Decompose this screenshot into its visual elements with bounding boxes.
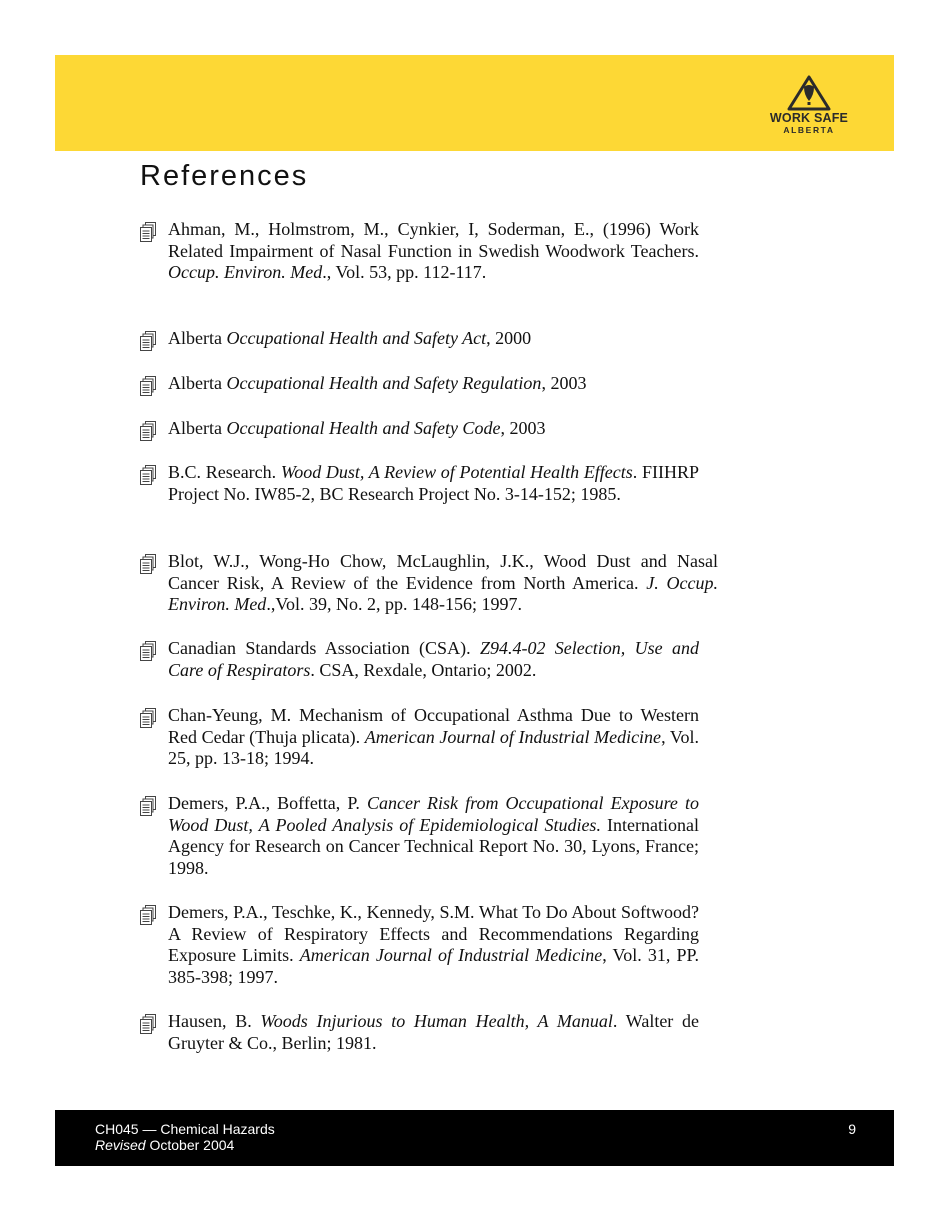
reference-italic-segment: Occupational Health and Safety Regulation — [226, 373, 542, 393]
warning-triangle-icon — [787, 75, 831, 111]
reference-item — [140, 705, 699, 770]
reference-item — [140, 373, 699, 395]
document-stack-icon — [140, 376, 158, 402]
document-stack-icon — [140, 641, 158, 667]
reference-text — [168, 705, 699, 768]
reference-segment: , 2000 — [486, 328, 532, 348]
reference-italic-segment: Cancer Risk from Occupational Exposure to Wood Dust, A Pooled Analysis of Epidemiological Studies. — [168, 793, 699, 835]
reference-text — [168, 793, 699, 878]
logo-line-1: WORK SAFE — [769, 111, 849, 125]
reference-segment: Demers, P.A., Boffetta, P. — [168, 793, 367, 813]
reference-item — [140, 638, 699, 681]
reference-text — [168, 638, 699, 680]
reference-segment: Chan-Yeung, M. Mechanism of Occupational Asthma Due to Western Red Cedar (Thuja plicata). — [168, 705, 699, 747]
page-title: References — [140, 160, 309, 192]
document-stack-icon — [140, 905, 158, 931]
document-stack-icon — [140, 796, 158, 822]
reference-segment: Blot, W.J., Wong-Ho Chow, McLaughlin, J.K., Wood Dust and Nasal Cancer Risk, A Review of the Evidence from North America. — [168, 551, 718, 593]
reference-text — [168, 373, 586, 393]
page-number: 9 — [848, 1121, 856, 1137]
reference-text — [168, 219, 699, 282]
reference-text — [168, 1011, 699, 1053]
reference-segment: B.C. Research. — [168, 462, 281, 482]
reference-item — [140, 902, 699, 989]
document-stack-icon — [140, 1014, 158, 1040]
reference-segment: .,Vol. 39, No. 2, pp. 148-156; 1997. — [266, 594, 522, 615]
reference-segment: ., Vol. 53, pp. 112-117. — [322, 262, 487, 283]
reference-item — [140, 1011, 699, 1054]
reference-segment: , 2003 — [500, 418, 546, 438]
reference-segment: Canadian Standards Association (CSA). — [168, 638, 480, 658]
footer-course: CH045 — Chemical Hazards — [95, 1121, 275, 1137]
reference-italic-segment: Occupational Health and Safety Code — [226, 418, 501, 438]
footer-revised — [95, 1137, 275, 1153]
reference-segment: . CSA, Rexdale, Ontario; 2002. — [310, 659, 537, 680]
reference-segment: . Walter de Gruyter & Co., Berlin; 1981. — [168, 1011, 700, 1053]
footer-info — [95, 1121, 275, 1153]
header-banner — [55, 55, 894, 151]
reference-text — [168, 418, 545, 438]
reference-italic-segment: American Journal of Industrial Medicine — [299, 945, 603, 966]
reference-item — [140, 328, 699, 350]
page-footer — [55, 1110, 894, 1166]
reference-italic-segment: American Journal of Industrial Medicine — [364, 726, 662, 747]
reference-segment: , 2003 — [541, 373, 587, 393]
reference-item — [140, 551, 718, 616]
reference-item — [140, 462, 699, 505]
document-stack-icon — [140, 222, 158, 248]
reference-italic-segment: Woods Injurious to Human Health, A Manual — [260, 1011, 613, 1031]
footer-revised-word: Revised — [95, 1137, 146, 1153]
document-stack-icon — [140, 465, 158, 491]
reference-segment: Alberta — [168, 418, 227, 438]
reference-segment: , Vol. 31, PP. 385-398; 1997. — [168, 945, 699, 988]
work-safe-alberta-logo — [764, 75, 854, 135]
reference-italic-segment: Occup. Environ. Med — [168, 262, 323, 283]
reference-text — [168, 551, 718, 614]
reference-text — [168, 902, 699, 987]
reference-text — [168, 328, 531, 348]
reference-item — [140, 418, 699, 440]
reference-segment: Alberta — [168, 328, 227, 348]
reference-segment: Alberta — [168, 373, 227, 393]
reference-text — [168, 462, 699, 504]
reference-segment: International Agency for Research on Cancer Technical Report No. 30, Lyons, France; 1998. — [168, 814, 699, 879]
reference-segment: Hausen, B. — [168, 1011, 261, 1031]
reference-segment: . FIIHRP Project No. IW85-2, BC Research Project No. 3-14-152; 1985. — [168, 462, 699, 504]
reference-segment: , Vol. 25, pp. 13-18; 1994. — [168, 726, 700, 769]
reference-item — [140, 793, 699, 880]
reference-italic-segment: J. Occup. Environ. Med — [168, 572, 718, 615]
reference-italic-segment: Wood Dust, A Review of Potential Health Effects — [280, 462, 633, 482]
document-stack-icon — [140, 421, 158, 447]
document-stack-icon — [140, 708, 158, 734]
reference-italic-segment: Z94.4-02 Selection, Use and Care of Respirators — [168, 638, 700, 680]
reference-segment: Ahman, M., Holmstrom, M., Cynkier, I, Soderman, E., (1996) Work Related Impairment of Nasal Function in Swedish Woodwork Teachers. — [168, 219, 699, 261]
logo-line-2: ALBERTA — [783, 125, 835, 135]
reference-segment: Demers, P.A., Teschke, K., Kennedy, S.M. What To Do About Softwood? A Review of Respiratory Effects and Recommendations Regarding Exposure Limits. — [168, 902, 699, 966]
footer-revised-date: October 2004 — [145, 1137, 235, 1153]
reference-item — [140, 219, 699, 284]
document-stack-icon — [140, 554, 158, 580]
reference-italic-segment: Occupational Health and Safety Act — [226, 328, 487, 348]
document-stack-icon — [140, 331, 158, 357]
